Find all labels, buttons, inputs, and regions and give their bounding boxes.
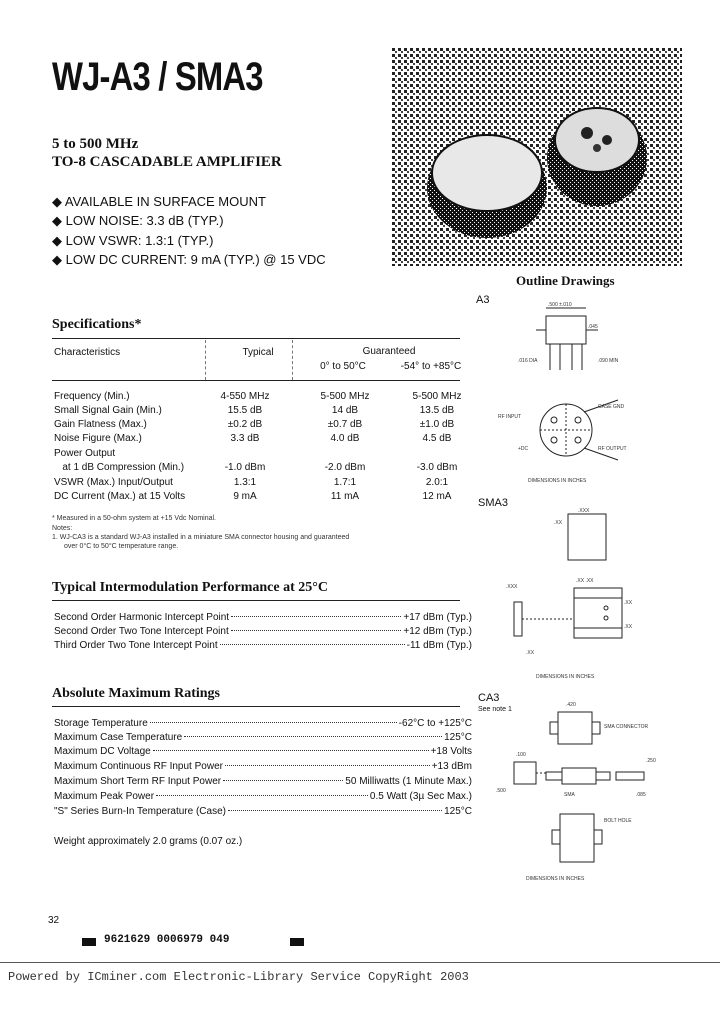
- spec-row-typical: 3.3 dB: [230, 433, 260, 444]
- svg-text:CASE GND: CASE GND: [598, 404, 625, 410]
- diamond-bullet-icon: ◆: [52, 233, 62, 248]
- footer-rule: [0, 962, 720, 963]
- outline-label-sma3: SMA3: [478, 497, 508, 509]
- absmax-row: "S" Series Burn-In Temperature (Case) 125°C: [54, 806, 472, 817]
- intermod-row: Third Order Two Tone Intercept Point -11 dBm (Typ.): [54, 640, 472, 651]
- spec-note-1: 1. WJ-CA3 is a standard WJ-A3 installed in a miniature SMA connector housing and guaranteed: [52, 534, 350, 541]
- spec-row-name: at 1 dB Compression (Min.): [54, 462, 185, 473]
- barcode-block-left: [82, 938, 96, 946]
- absmax-row: Storage Temperature -62°C to +125°C: [54, 718, 472, 729]
- svg-text:DIMENSIONS IN INCHES: DIMENSIONS IN INCHES: [536, 674, 595, 680]
- barcode-block-right: [290, 938, 304, 946]
- page-number: 32: [48, 915, 60, 926]
- spec-row-name: Noise Figure (Max.): [54, 433, 142, 444]
- svg-text:.045: .045: [588, 324, 598, 330]
- spec-table-top-rule: [52, 338, 460, 339]
- feature-item: ◆ LOW VSWR: 1.3:1 (TYP.): [52, 233, 214, 248]
- svg-text:.090 MIN: .090 MIN: [598, 358, 619, 364]
- col-header-range-2: -54° to +85°C: [400, 361, 462, 372]
- spec-row-guaranteed-1: ±0.7 dB: [327, 419, 363, 430]
- spec-row-typical: 9 mA: [233, 491, 257, 502]
- absmax-row: Maximum Short Term RF Input Power 50 Milliwatts (1 Minute Max.): [54, 776, 472, 787]
- feature-item: ◆ LOW DC CURRENT: 9 mA (TYP.) @ 15 VDC: [52, 252, 326, 267]
- feature-item: ◆ AVAILABLE IN SURFACE MOUNT: [52, 194, 266, 209]
- barcode-text: 9621629 0006979 049: [104, 934, 230, 946]
- feature-item: ◆ LOW NOISE: 3.3 dB (TYP.): [52, 213, 224, 228]
- outline-label-ca3: CA3: [478, 692, 500, 704]
- col-header-typical: Typical: [242, 347, 274, 358]
- ca3-note-ref: See note 1: [478, 706, 512, 713]
- spec-row-typical: 1.3:1: [233, 477, 257, 488]
- svg-text:RF OUTPUT: RF OUTPUT: [598, 446, 627, 452]
- svg-text:+DC: +DC: [518, 446, 529, 452]
- svg-text:.XX .XX: .XX .XX: [576, 578, 594, 584]
- spec-row-name: Power Output: [54, 448, 116, 459]
- spec-row-name: Small Signal Gain (Min.): [54, 405, 162, 416]
- spec-row-guaranteed-2: 2.0:1: [425, 477, 449, 488]
- svg-text:SMA: SMA: [564, 792, 575, 798]
- spec-row-name: DC Current (Max.) at 15 Volts: [54, 491, 186, 502]
- sma3-outline-drawing: [496, 504, 646, 684]
- svg-text:.XX: .XX: [526, 650, 535, 656]
- product-photo: [392, 48, 682, 266]
- spec-row-guaranteed-1: 1.7:1: [333, 477, 357, 488]
- spec-row-guaranteed-2: ±1.0 dB: [419, 419, 455, 430]
- spec-row-guaranteed-2: 4.5 dB: [422, 433, 452, 444]
- spec-row-guaranteed-1: -2.0 dBm: [324, 462, 366, 473]
- diamond-bullet-icon: ◆: [52, 213, 62, 228]
- intermod-row: Second Order Harmonic Intercept Point +17 dBm (Typ.): [54, 612, 472, 623]
- svg-text:SMA CONNECTOR: SMA CONNECTOR: [604, 724, 649, 730]
- spec-row-guaranteed-1: 5-500 MHz: [320, 391, 370, 402]
- spec-footnote: * Measured in a 50-ohm system at +15 Vdc Nominal.: [52, 515, 216, 522]
- svg-text:.420: .420: [566, 702, 576, 708]
- weight-text: Weight approximately 2.0 grams (0.07 oz.): [54, 836, 243, 847]
- outline-drawings-heading: Outline Drawings: [516, 273, 615, 288]
- col-header-guaranteed: Guaranteed: [362, 346, 416, 357]
- spec-row-guaranteed-2: 5-500 MHz: [412, 391, 462, 402]
- spec-row-name: Gain Flatness (Max.): [54, 419, 147, 430]
- powered-by-text: Powered by ICminer.com Electronic-Library Service CopyRight 2003: [8, 970, 469, 984]
- page-title: WJ-A3 / SMA3: [52, 55, 263, 99]
- svg-text:DIMENSIONS IN INCHES: DIMENSIONS IN INCHES: [526, 876, 585, 882]
- svg-text:.016 DIA: .016 DIA: [518, 358, 538, 364]
- svg-text:RF INPUT: RF INPUT: [498, 414, 522, 420]
- svg-text:.XX: .XX: [624, 624, 633, 630]
- absmax-row: Maximum Peak Power 0.5 Watt (3µ Sec Max.): [54, 791, 472, 802]
- diamond-bullet-icon: ◆: [52, 194, 62, 209]
- spec-row-typical: ±0.2 dB: [227, 419, 263, 430]
- col-header-range-1: 0° to 50°C: [320, 361, 366, 372]
- spec-row-name: VSWR (Max.) Input/Output: [54, 477, 173, 488]
- absmax-heading: Absolute Maximum Ratings: [52, 686, 221, 701]
- subtitle-product-type: TO-8 CASCADABLE AMPLIFIER: [52, 154, 282, 170]
- svg-text:DIMENSIONS IN INCHES: DIMENSIONS IN INCHES: [528, 478, 587, 484]
- svg-text:.XXX: .XXX: [578, 508, 590, 514]
- svg-text:.XX: .XX: [624, 600, 633, 606]
- absmax-row: Maximum Case Temperature 125°C: [54, 732, 472, 743]
- spec-row-name: Frequency (Min.): [54, 391, 130, 402]
- intermod-row: Second Order Two Tone Intercept Point +12 dBm (Typ.): [54, 626, 472, 637]
- absmax-row: Maximum Continuous RF Input Power +13 dBm: [54, 761, 472, 772]
- spec-row-guaranteed-1: 4.0 dB: [330, 433, 360, 444]
- svg-text:.XXX: .XXX: [506, 584, 518, 590]
- col-header-characteristics: Characteristics: [54, 347, 121, 358]
- outline-label-a3: A3: [476, 294, 490, 306]
- spec-notes-label: Notes:: [52, 525, 73, 532]
- intermod-heading: Typical Intermodulation Performance at 25°C: [52, 580, 328, 595]
- svg-text:.085: .085: [636, 792, 646, 798]
- spec-row-guaranteed-2: 12 mA: [422, 491, 452, 502]
- svg-text:.500: .500: [496, 788, 506, 794]
- spec-table-header-rule: [52, 380, 460, 381]
- spec-row-guaranteed-2: -3.0 dBm: [416, 462, 458, 473]
- svg-text:.XX: .XX: [554, 520, 563, 526]
- svg-text:.250: .250: [646, 758, 656, 764]
- spec-row-guaranteed-1: 14 dB: [331, 405, 359, 416]
- svg-text:.500 ±.010: .500 ±.010: [548, 302, 572, 308]
- spec-row-guaranteed-1: 11 mA: [330, 491, 360, 502]
- subtitle-frequency: 5 to 500 MHz: [52, 136, 139, 152]
- spec-row-typical: 15.5 dB: [227, 405, 263, 416]
- spec-note-1-cont: over 0°C to 50°C temperature range.: [64, 543, 179, 550]
- svg-text:BOLT HOLE: BOLT HOLE: [604, 818, 632, 824]
- specifications-heading: Specifications*: [52, 317, 142, 332]
- a3-outline-drawing: [488, 300, 648, 490]
- absmax-row: Maximum DC Voltage +18 Volts: [54, 746, 472, 757]
- diamond-bullet-icon: ◆: [52, 252, 62, 267]
- ca3-outline-drawing: [486, 692, 666, 892]
- svg-text:.100: .100: [516, 752, 526, 758]
- spec-row-guaranteed-2: 13.5 dB: [419, 405, 455, 416]
- spec-row-typical: 4-550 MHz: [220, 391, 270, 402]
- spec-row-typical: -1.0 dBm: [224, 462, 266, 473]
